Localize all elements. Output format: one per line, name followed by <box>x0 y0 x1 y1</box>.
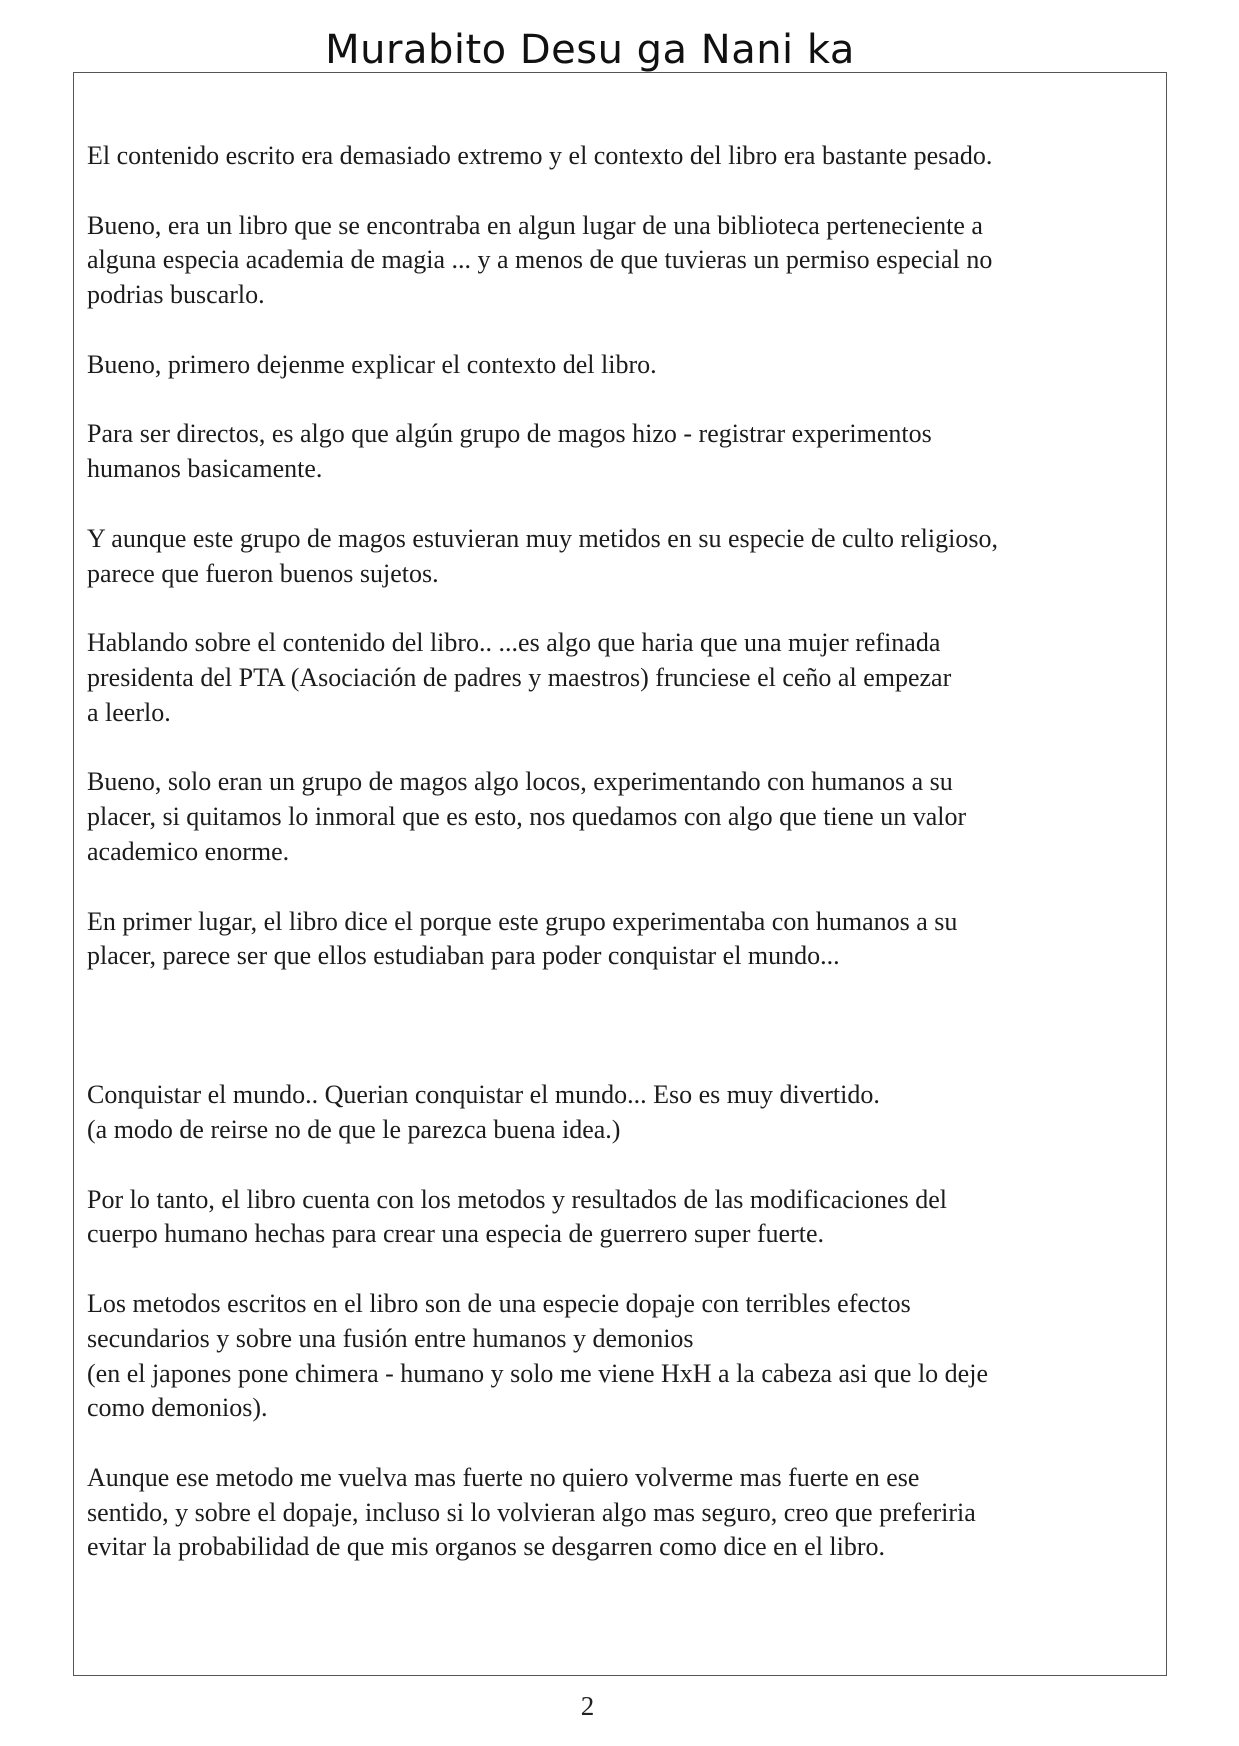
paragraph-12: Aunque ese metodo me vuelva mas fuerte no quiero volverme mas fuerte en ese sentido, y sobre el dopaje, incluso si lo volvieran algo mas seguro, creo que preferiria evitar la probabilidad de que mis organos se desgarren como dice en el libro. <box>87 1462 976 1562</box>
paragraph-gap <box>87 731 1162 766</box>
paragraph-10: Por lo tanto, el libro cuenta con los metodos y resultados de las modificaciones del cuerpo humano hechas para crear una especia de guerrero super fuerte. <box>87 1184 947 1249</box>
paragraph-9: Conquistar el mundo.. Querian conquistar el mundo... Eso es muy divertido. (a modo de reirse no de que le parezca buena idea.) <box>87 1080 880 1144</box>
page-number: 2 <box>580 1691 595 1721</box>
paragraph-gap <box>87 870 1162 905</box>
paragraph-2: Bueno, era un libro que se encontraba en algun lugar de una biblioteca perteneciente a alguna especia academia de magia ... y a menos de que tuvieras un permiso especial no podrias buscarlo. <box>87 210 993 310</box>
section-gap <box>87 974 1162 1078</box>
paragraph-6: Hablando sobre el contenido del libro.. ...es algo que haria que una mujer refinada presidenta del PTA (Asociación de padres y maestros) frunciese el ceño al empezar a leerlo. <box>87 628 952 727</box>
paragraph-gap <box>87 174 1162 209</box>
paragraph-11: Los metodos escritos en el libro son de una especie dopaje con terribles efectos secundarios y sobre una fusión entre humanos y demonios (en el japones pone chimera - humano y solo me viene HxH a la cabeza asi que lo deje como demonios). <box>87 1288 988 1423</box>
paragraph-4: Para ser directos, es algo que algún grupo de magos hizo - registrar experimentos humanos basicamente. <box>87 419 932 484</box>
paragraph-1: El contenido escrito era demasiado extremo y el contexto del libro era bastante pesado. <box>87 141 993 170</box>
paragraph-gap <box>87 1148 1162 1183</box>
paragraph-gap <box>87 383 1162 418</box>
text-body <box>87 139 1162 1565</box>
paragraph-gap <box>87 313 1162 348</box>
paragraph-8: En primer lugar, el libro dice el porque este grupo experimentaba con humanos a su placer, parece ser que ellos estudiaban para poder conquistar el mundo... <box>87 906 958 971</box>
text-frame <box>73 72 1167 1676</box>
paragraph-gap <box>87 487 1162 522</box>
paragraph-gap <box>87 1252 1162 1287</box>
paragraph-3: Bueno, primero dejenme explicar el contexto del libro. <box>87 349 657 379</box>
page-title: Murabito Desu ga Nani ka <box>325 27 855 73</box>
paragraph-7: Bueno, solo eran un grupo de magos algo locos, experimentando con humanos a su placer, si quitamos lo inmoral que es esto, nos quedamos con algo que tiene un valor academico enorme. <box>87 767 967 866</box>
paragraph-5: Y aunque este grupo de magos estuvieran muy metidos en su especie de culto religioso, parece que fueron buenos sujetos. <box>87 523 998 588</box>
paragraph-gap <box>87 591 1162 626</box>
paragraph-gap <box>87 1426 1162 1461</box>
